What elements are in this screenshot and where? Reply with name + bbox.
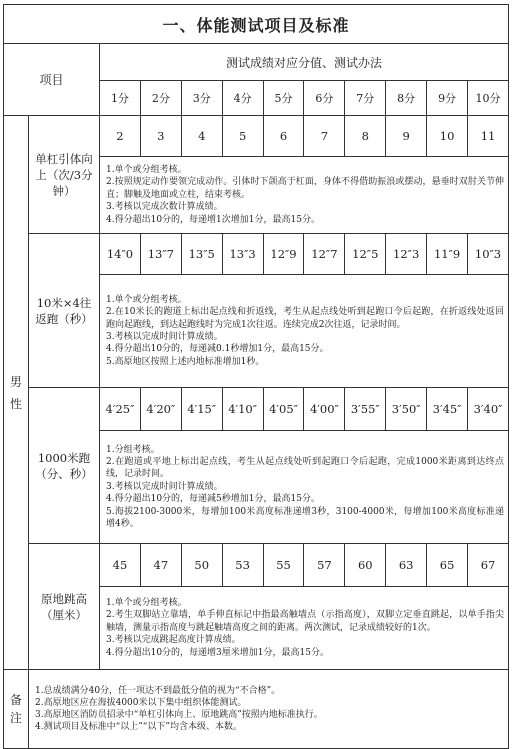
item-name: 单杠引体向 上（次/3分 钟） <box>29 116 100 234</box>
score-value-cell: 4′15″ <box>181 388 222 431</box>
fitness-standards-table <box>3 4 509 749</box>
score-value-cell: 4′20″ <box>140 388 181 431</box>
score-value-cell: 67 <box>468 544 509 587</box>
remark-line: 2.高原地区应在海拔4000米以下集中组织体能测试。 <box>35 697 247 708</box>
remark-line: 1.总成绩满分40分，任一项达不到最低分值的视为“不合格”。 <box>35 685 281 696</box>
test-method-notes <box>100 587 509 670</box>
item-values-row <box>4 234 509 275</box>
score-value-cell: 47 <box>140 544 181 587</box>
gender-label: 男 性 <box>4 116 29 670</box>
remark-line: 3.高原地区消防员招录中“单杠引体向上、原地跳高”按照内地标准执行。 <box>35 710 323 720</box>
score-value-cell: 4′00″ <box>304 388 345 431</box>
note-line: 4.得分超出10分的，每递减5秒增加1分，最高15分。 <box>106 494 320 505</box>
item-column-header: 项目 <box>4 44 100 116</box>
score-header-cell: 8分 <box>386 81 427 116</box>
score-value-cell: 8 <box>345 116 386 157</box>
item-values-row <box>4 388 509 431</box>
score-value-cell: 2 <box>100 116 141 157</box>
score-value-cell: 6 <box>263 116 304 157</box>
remarks-label: 备 注 <box>4 670 29 749</box>
item-name: 原地跳高 （厘米） <box>29 544 100 670</box>
note-line: 3.考核以完成次数计算成绩。 <box>106 202 223 213</box>
score-value-cell: 57 <box>304 544 345 587</box>
score-value-cell: 13″3 <box>222 234 263 275</box>
item-values-row <box>4 544 509 587</box>
score-header-cell: 6分 <box>304 81 345 116</box>
note-line: 3.考核以完成跳起高度计算成绩。 <box>106 635 241 646</box>
score-value-cell: 3′50″ <box>386 388 427 431</box>
score-value-cell: 4 <box>181 116 222 157</box>
test-method-notes <box>100 431 509 544</box>
score-value-cell: 9 <box>386 116 427 157</box>
score-value-cell: 45 <box>100 544 141 587</box>
score-value-cell: 3′55″ <box>345 388 386 431</box>
score-header-cell: 10分 <box>468 81 509 116</box>
score-header-cell: 9分 <box>427 81 468 116</box>
score-value-cell: 10″3 <box>468 234 509 275</box>
score-header-cell: 2分 <box>140 81 181 116</box>
score-value-cell: 12″7 <box>304 234 345 275</box>
note-line: 3.考核以完成时间计算成绩。 <box>106 481 223 492</box>
note-line: 2.考生双脚站立靠墙，单手伸直标记中指最高触墙点（示指高度），双脚立定垂直跳起，以单手指尖触墙，测量示指高度与跳起触墙高度之间的距离。两次测试，记录成绩较好的1次。 <box>106 610 504 633</box>
score-value-cell: 4′05″ <box>263 388 304 431</box>
note-line: 4.得分超出10分的，每递减0.1秒增加1分，最高15分。 <box>106 344 329 355</box>
score-header-cell: 3分 <box>181 81 222 116</box>
score-value-cell: 11 <box>468 116 509 157</box>
item-name: 10米×4往 返跑（秒） <box>29 234 100 388</box>
note-line: 2.按照规定动作要领完成动作。引体时下颌高于杠面，身体不得借助振浪或摆动，悬垂时双肘关节伸直；脚触及地面或立柱，结束考核。 <box>106 177 504 200</box>
score-header-cell: 4分 <box>222 81 263 116</box>
score-header-cell: 7分 <box>345 81 386 116</box>
item-values-row <box>4 116 509 157</box>
score-header-cell: 5分 <box>263 81 304 116</box>
note-line: 1.分组考核。 <box>106 444 160 455</box>
note-line: 1.单个或分组考核。 <box>106 294 187 305</box>
score-value-cell: 50 <box>181 544 222 587</box>
note-line: 5.海拔2100-3000米，每增加100米高度标准递增3秒，3100-4000米，每增加100米高度标准递增4秒。 <box>106 506 504 530</box>
test-method-notes <box>100 275 509 388</box>
score-value-cell: 55 <box>263 544 304 587</box>
score-header-cell: 1分 <box>100 81 141 116</box>
scores-caption: 测试成绩对应分值、测试办法 <box>100 44 509 81</box>
score-value-cell: 12″9 <box>263 234 304 275</box>
score-value-cell: 60 <box>345 544 386 587</box>
score-value-cell: 13″5 <box>181 234 222 275</box>
note-line: 1.单个或分组考核。 <box>106 164 187 175</box>
note-line: 1.单个或分组考核。 <box>106 597 187 608</box>
note-line: 4.得分超出10分的，每递增3厘米增加1分，最高15分。 <box>106 647 329 658</box>
score-value-cell: 3′45″ <box>427 388 468 431</box>
note-line: 3.考核以完成时间计算成绩。 <box>106 332 223 342</box>
score-value-cell: 4′10″ <box>222 388 263 431</box>
item-name: 1000米跑 （分、秒） <box>29 388 100 544</box>
score-value-cell: 7 <box>304 116 345 157</box>
score-value-cell: 3′40″ <box>468 388 509 431</box>
remark-line: 4.测试项目及标准中“以上”“以下”均含本级、本数。 <box>35 722 242 733</box>
remarks-list <box>29 670 509 749</box>
score-value-cell: 65 <box>427 544 468 587</box>
note-line: 5.高原地区按照上述内地标准增加1秒。 <box>106 356 265 367</box>
score-value-cell: 4′25″ <box>100 388 141 431</box>
score-value-cell: 10 <box>427 116 468 157</box>
score-value-cell: 53 <box>222 544 263 587</box>
score-value-cell: 13″7 <box>140 234 181 275</box>
score-value-cell: 11″9 <box>427 234 468 275</box>
score-value-cell: 3 <box>140 116 181 157</box>
score-value-cell: 12″3 <box>386 234 427 275</box>
score-value-cell: 12″5 <box>345 234 386 275</box>
page-title: 一、体能测试项目及标准 <box>4 5 509 44</box>
test-method-notes <box>100 157 509 234</box>
score-value-cell: 5 <box>222 116 263 157</box>
note-line: 2.在10米长的跑道上标出起点线和折返线，考生从起点线处听到起跑口令后起跑，在折返线处返回跑向起跑线，到达起跑线时为完成1次往返。连续完成2次往返，记录时间。 <box>106 307 504 330</box>
score-value-cell: 63 <box>386 544 427 587</box>
note-line: 4.得分超出10分的，每递增1次增加1分，最高15分。 <box>106 214 320 225</box>
score-value-cell: 14″0 <box>100 234 141 275</box>
note-line: 2.在跑道或平地上标出起点线，考生从起点线处听到起跑口令后起跑，完成1000米距离到达终点线，记录时间。 <box>106 456 504 480</box>
